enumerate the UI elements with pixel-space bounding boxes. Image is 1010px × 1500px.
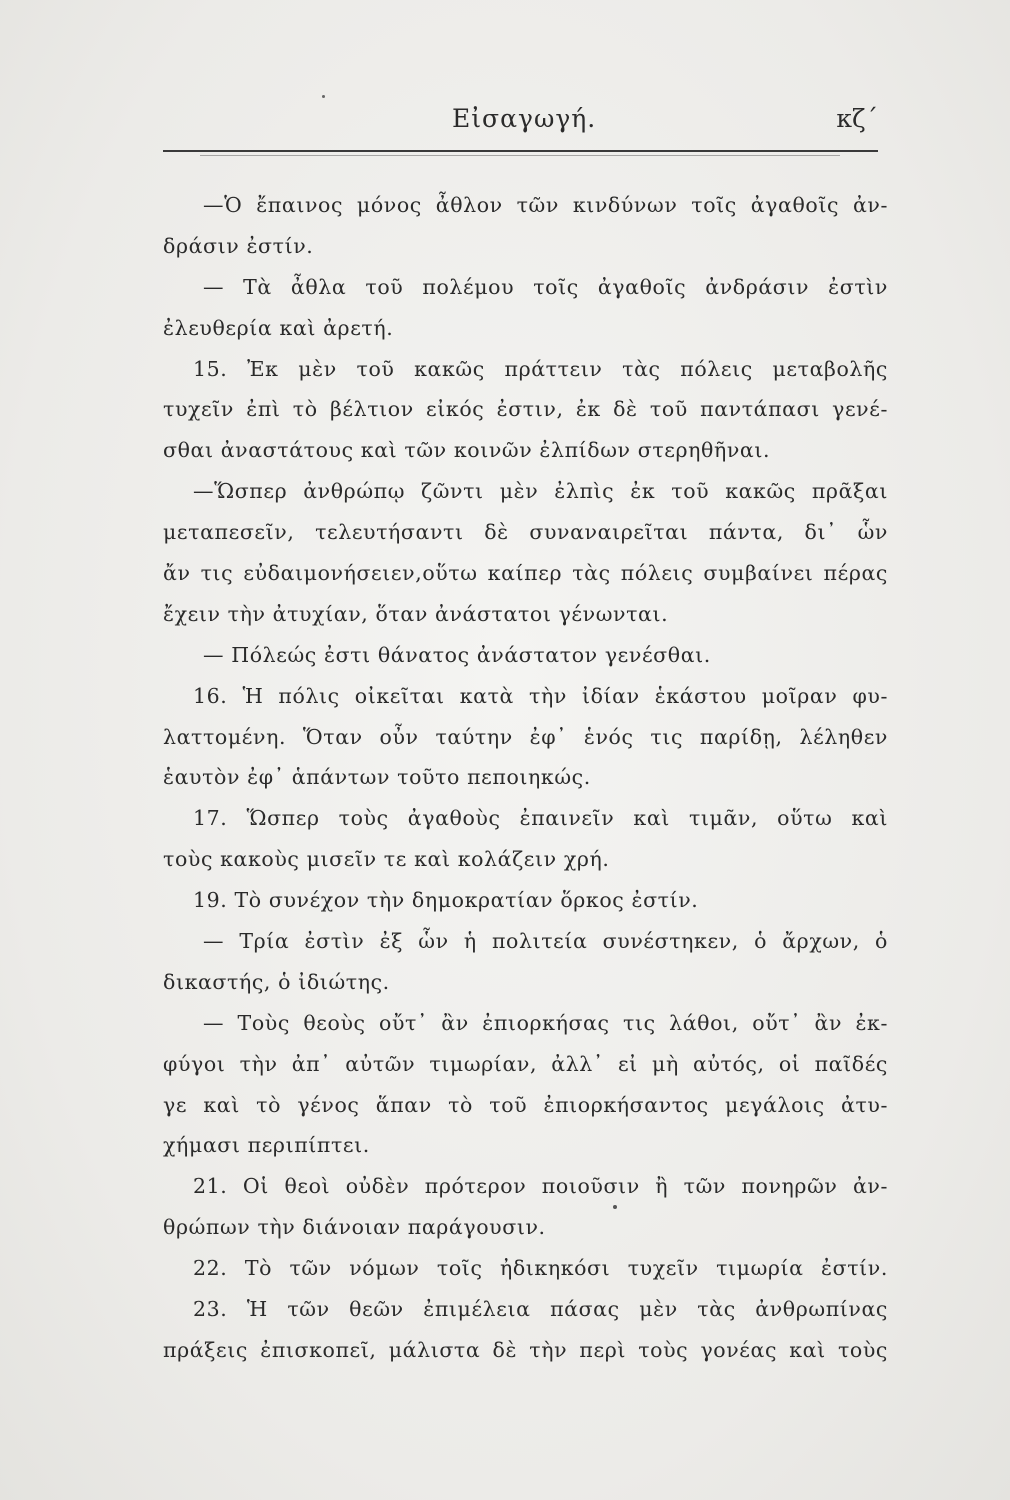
header-rule (163, 150, 878, 152)
text-line: ἐλευθερία καὶ ἀρετή. (163, 315, 394, 340)
text-line: ἄν τις εὐδαιμονήσειεν,οὕτω καίπερ τὰς πόλεις συμβαίνει πέρας (163, 561, 888, 586)
text-line: φύγοι τὴν ἀπ᾽ αὐτῶν τιμωρίαν, ἀλλ᾽ εἰ μὴ αὐτός, οἱ παῖδές (163, 1051, 888, 1076)
page-title: Εἰσαγωγή. (452, 104, 597, 133)
text-line: — Τοὺς θεοὺς οὔτ᾽ ἂν ἐπιορκήσας τις λάθοι, οὔτ᾽ ἂν ἐκ- (203, 1010, 888, 1035)
text-line: χήμασι περιπίπτει. (163, 1133, 370, 1158)
text-line: — Τὰ ἆθλα τοῦ πολέμου τοῖς ἀγαθοῖς ἀνδράσιν ἐστὶν (203, 274, 888, 299)
text-line: ἑαυτὸν ἐφ᾽ ἁπάντων τοῦτο πεποιηκώς. (163, 765, 591, 790)
text-line: μεταπεσεῖν, τελευτήσαντι δὲ συναναιρεῖται πάντα, δι᾽ ὧν (163, 520, 888, 545)
text-line: θρώπων τὴν διάνοιαν παράγουσιν. (163, 1215, 546, 1240)
text-line: πράξεις ἐπισκοπεῖ, μάλιστα δὲ τὴν περὶ τοὺς γονέας καὶ τοὺς (163, 1337, 888, 1362)
text-line: λαττομένη. Ὅταν οὖν ταύτην ἐφ᾽ ἑνός τις παρίδῃ, λέληθεν (163, 724, 888, 749)
header-rule-thin (200, 155, 840, 156)
text-line: γε καὶ τὸ γένος ἅπαν τὸ τοῦ ἐπιορκήσαντος μεγάλοις ἀτυ- (163, 1092, 888, 1117)
text-line: ἔχειν τὴν ἀτυχίαν, ὅταν ἀνάστατοι γένωνται. (163, 601, 669, 626)
text-line: 15. Ἐκ μὲν τοῦ κακῶς πράττειν τὰς πόλεις μεταβολῆς (193, 356, 888, 381)
text-line: 22. Τὸ τῶν νόμων τοῖς ἠδικηκόσι τυχεῖν τιμωρία ἐστίν. (193, 1256, 888, 1281)
body-text (163, 185, 888, 1371)
print-speck (322, 95, 325, 98)
text-line: —Ὥσπερ ἀνθρώπῳ ζῶντι μὲν ἐλπὶς ἐκ τοῦ κακῶς πρᾶξαι (193, 479, 888, 504)
text-line: 19. Τὸ συνέχον τὴν δημοκρατίαν ὅρκος ἐστίν. (193, 888, 699, 913)
text-line: δικαστής, ὁ ἰδιώτης. (163, 969, 390, 994)
text-line: 17. Ὥσπερ τοὺς ἀγαθοὺς ἐπαινεῖν καὶ τιμᾶν, οὕτω καὶ (193, 806, 888, 831)
running-head (160, 100, 880, 140)
text-line: — Πόλεώς ἐστι θάνατος ἀνάστατον γενέσθαι. (203, 642, 711, 667)
text-line: τυχεῖν ἐπὶ τὸ βέλτιον εἰκός ἐστιν, ἐκ δὲ τοῦ παντάπασι γενέ- (163, 397, 888, 422)
text-line: σθαι ἀναστάτους καὶ τῶν κοινῶν ἐλπίδων στερηθῆναι. (163, 438, 771, 463)
text-line: —Ὁ ἔπαινος μόνος ἆθλον τῶν κινδύνων τοῖς ἀγαθοῖς ἀν- (203, 193, 888, 217)
text-line: 23. Ἡ τῶν θεῶν ἐπιμέλεια πάσας μὲν τὰς ἀνθρωπίνας (193, 1297, 888, 1322)
page-number: κζ΄ (836, 104, 878, 133)
text-line: — Τρία ἐστὶν ἐξ ὧν ἡ πολιτεία συνέστηκεν, ὁ ἄρχων, ὁ (203, 929, 888, 954)
text-line: 21. Οἱ θεοὶ οὐδὲν πρότερον ποιοῦσιν ἢ τῶν πονηρῶν ἀν- (193, 1174, 888, 1199)
text-line: 16. Ἡ πόλις οἰκεῖται κατὰ τὴν ἰδίαν ἑκάστου μοῖραν φυ- (193, 683, 888, 708)
text-line: τοὺς κακοὺς μισεῖν τε καὶ κολάζειν χρή. (163, 847, 610, 872)
text-line: δράσιν ἐστίν. (163, 233, 314, 258)
